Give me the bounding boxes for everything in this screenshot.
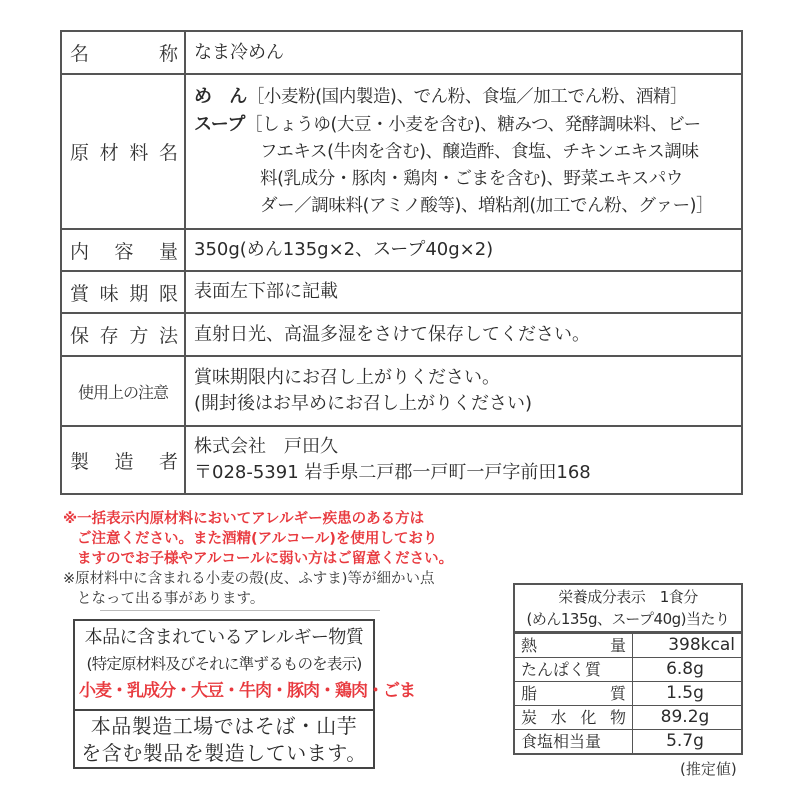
food-label-table xyxy=(60,30,743,495)
allergen-title: 本品に含まれているアレルギー物質 xyxy=(84,627,364,648)
manufacturer-address: 〒028-5391 岩手県二戸郡一戸町一戸字前田168 xyxy=(194,462,591,483)
row-ingredients xyxy=(62,73,741,228)
value-manufacturer xyxy=(186,427,741,493)
row-manufacturer xyxy=(62,425,741,493)
allergen-box xyxy=(73,619,415,769)
allergy-notes xyxy=(63,509,483,609)
label-best-before: 賞 味 期 限 xyxy=(62,272,186,312)
label-storage: 保 存 方 法 xyxy=(62,314,186,355)
nutrition-table xyxy=(513,583,743,755)
label-contents: 内 容 量 xyxy=(62,230,186,270)
ingredient-soup: スープ［しょうゆ(大豆・小麦を含む)、糖みつ、発酵調味料、ビー xyxy=(194,114,701,135)
value-product-name: なま冷めん xyxy=(194,41,284,63)
red-note-line: ご注意ください。また酒精(アルコール)を使用しており xyxy=(77,531,438,547)
row-storage xyxy=(62,312,741,355)
label-manufacturer: 製 造 者 xyxy=(62,427,186,493)
label-usage-notes: 使用上の注意 xyxy=(62,357,186,425)
value-best-before: 表面左下部に記載 xyxy=(194,281,338,302)
bran-note-line: となって出る事があります。 xyxy=(77,591,265,607)
row-best-before xyxy=(62,270,741,312)
allergen-info xyxy=(75,621,415,711)
nutrition-row-carbohydrate: 炭 水 化 物 89.2g xyxy=(515,705,741,729)
value-ingredients xyxy=(186,75,741,228)
ingredient-soup-cont: 料(乳成分・豚肉・鶏肉・ごまを含む)、野菜エキスパウ xyxy=(260,169,683,189)
label-ingredients: 原 材 料 名 xyxy=(62,75,186,228)
row-usage-notes xyxy=(62,355,741,425)
bran-note-line: ※原材料中に含まれる小麦の殻(皮、ふすま)等が細かい点 xyxy=(63,571,435,587)
nutrition-header: 栄養成分表示 1食分 (めん135g、スープ40g)当たり xyxy=(515,585,741,633)
nutrition-row-protein: たんぱく質 6.8g xyxy=(515,657,741,681)
value-storage: 直射日光、高温多湿をさけて保存してください。 xyxy=(194,323,590,345)
row-product-name xyxy=(62,32,741,73)
factory-notice: 本品製造工場ではそば・山芋 を含む製品を製造しています。 xyxy=(81,714,367,765)
ingredient-noodles: め ん［小麦粉(国内製造)、でん粉、食塩／加工でん粉、酒精］ xyxy=(194,86,688,107)
row-contents xyxy=(62,228,741,270)
ingredient-soup-cont: ダー／調味料(アミノ酸等)、増粘剤(加工でん粉、グァー)］ xyxy=(260,196,714,216)
nutrition-row-salt: 食塩相当量 5.7g xyxy=(515,729,741,753)
allergen-subtitle: (特定原材料及びそれに準ずるものを表示) xyxy=(86,655,362,673)
ingredient-soup-cont: フエキス(牛肉を含む)、醸造酢、食塩、チキンエキス調味 xyxy=(260,142,699,162)
label-product-name: 名 称 xyxy=(62,32,186,73)
red-note-line: ※一括表示内原材料においてアレルギー疾患のある方は xyxy=(63,511,425,527)
value-usage-notes: 賞味期限内にお召し上がりください。 (開封後はお早めにお召し上がりください) xyxy=(194,367,533,414)
nutrition-row-fat: 脂 質 1.5g xyxy=(515,681,741,705)
value-contents: 350g(めん135g×2、スープ40g×2) xyxy=(194,239,494,260)
estimate-footnote: (推定値) xyxy=(680,760,737,778)
divider xyxy=(100,610,380,611)
allergen-list: 小麦・乳成分・大豆・牛肉・豚肉・鶏肉・ごま xyxy=(79,681,415,701)
nutrition-row-energy: 熱 量 398kcal xyxy=(515,633,741,657)
red-note-line: ますのでお子様やアルコールに弱い方はご留意ください。 xyxy=(77,551,454,567)
manufacturer-name: 株式会社 戸田久 xyxy=(194,436,338,457)
